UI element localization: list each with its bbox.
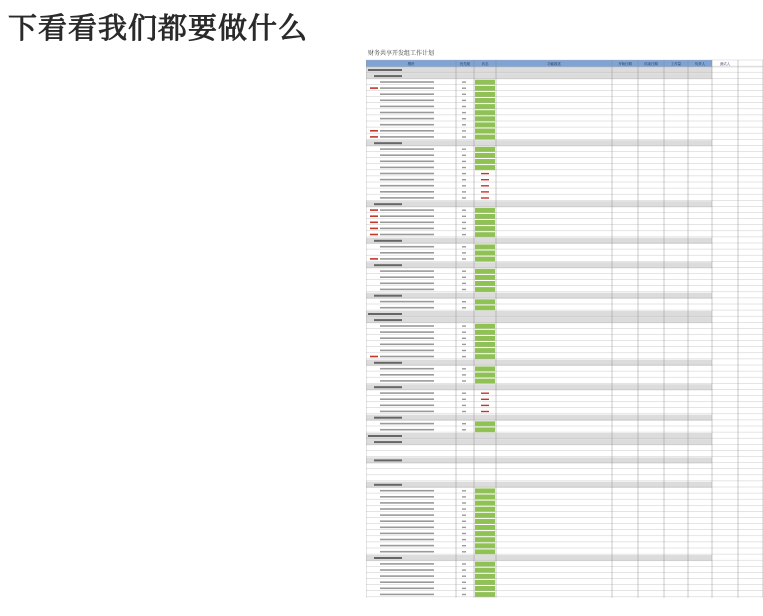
status-cell-done — [475, 122, 495, 127]
header-cell: 优先级 — [459, 62, 471, 67]
priority-mark — [462, 81, 466, 82]
priority-mark — [462, 576, 466, 577]
priority-mark — [462, 521, 466, 522]
item-label-mark — [380, 527, 434, 529]
item-label-mark — [380, 130, 434, 132]
item-label-mark — [380, 502, 434, 504]
flag-mark — [370, 222, 378, 224]
item-label-mark — [380, 325, 434, 327]
status-cell-done — [475, 135, 495, 140]
status-cell-done — [475, 568, 495, 573]
item-label-mark — [380, 191, 434, 193]
status-cell-pending — [481, 411, 489, 412]
spreadsheet-screenshot — [366, 46, 763, 616]
item-label-mark — [380, 344, 434, 346]
item-label-mark — [380, 106, 434, 108]
priority-mark — [462, 191, 466, 192]
flag-mark — [370, 228, 378, 230]
status-cell-done — [475, 305, 495, 310]
item-label-mark — [380, 508, 434, 510]
status-cell-done — [475, 281, 495, 286]
item-label-mark — [380, 179, 434, 181]
item-label-mark — [380, 270, 434, 272]
item-label-mark — [380, 301, 434, 303]
item-label-mark — [380, 197, 434, 199]
status-cell-done — [475, 549, 495, 554]
status-cell-done — [475, 220, 495, 225]
item-label-mark — [380, 374, 434, 376]
header-cell: 开始日期 — [618, 62, 632, 67]
item-label-mark — [380, 563, 434, 565]
item-label-mark — [380, 490, 434, 492]
priority-mark — [462, 179, 466, 180]
priority-mark — [462, 118, 466, 119]
item-label-mark — [380, 167, 434, 169]
priority-mark — [462, 88, 466, 89]
priority-mark — [462, 563, 466, 564]
group-label-mark — [368, 69, 402, 71]
priority-mark — [462, 515, 466, 516]
priority-mark — [462, 307, 466, 308]
priority-mark — [462, 356, 466, 357]
item-label-mark — [380, 581, 434, 583]
status-cell-done — [475, 257, 495, 262]
item-label-mark — [380, 112, 434, 114]
status-cell-done — [475, 299, 495, 304]
priority-mark — [462, 594, 466, 595]
status-cell-done — [475, 287, 495, 292]
priority-mark — [462, 258, 466, 259]
status-cell-done — [475, 275, 495, 280]
item-label-mark — [380, 392, 434, 394]
slide-title: 下看看我们都要做什么 — [8, 11, 309, 45]
priority-mark — [462, 411, 466, 412]
item-label-mark — [380, 337, 434, 339]
priority-mark — [462, 399, 466, 400]
priority-mark — [462, 582, 466, 583]
item-label-mark — [380, 148, 434, 150]
item-label-mark — [380, 356, 434, 358]
priority-mark — [462, 173, 466, 174]
priority-mark — [462, 380, 466, 381]
priority-mark — [462, 588, 466, 589]
item-label-mark — [380, 539, 434, 541]
priority-mark — [462, 545, 466, 546]
priority-mark — [462, 222, 466, 223]
status-cell-done — [475, 330, 495, 335]
status-cell-pending — [481, 405, 489, 406]
status-cell-done — [475, 244, 495, 249]
item-label-mark — [380, 411, 434, 413]
item-label-mark — [380, 289, 434, 291]
group-label-mark — [374, 142, 402, 144]
status-cell-done — [475, 507, 495, 512]
status-cell-done — [475, 80, 495, 85]
group-label-mark — [374, 203, 402, 205]
priority-mark — [462, 496, 466, 497]
status-cell-done — [475, 354, 495, 359]
item-label-mark — [380, 575, 434, 577]
status-cell-done — [475, 519, 495, 524]
priority-mark — [462, 508, 466, 509]
group-label-mark — [374, 295, 402, 297]
status-cell-done — [475, 574, 495, 579]
item-label-mark — [380, 209, 434, 211]
status-cell-done — [475, 214, 495, 219]
flag-mark — [370, 356, 378, 358]
header-cell: 工作量 — [670, 62, 682, 67]
group-label-mark — [374, 441, 402, 443]
priority-mark — [462, 185, 466, 186]
priority-mark — [462, 167, 466, 168]
item-label-mark — [380, 520, 434, 522]
item-label-mark — [380, 185, 434, 187]
priority-mark — [462, 301, 466, 302]
status-cell-done — [475, 543, 495, 548]
flag-mark — [370, 130, 378, 132]
status-cell-done — [475, 366, 495, 371]
item-label-mark — [380, 124, 434, 126]
status-cell-done — [475, 513, 495, 518]
item-label-mark — [380, 380, 434, 382]
group-label-mark — [374, 386, 402, 388]
priority-mark — [462, 569, 466, 570]
status-cell-done — [475, 373, 495, 378]
status-cell-done — [475, 232, 495, 237]
priority-mark — [462, 332, 466, 333]
item-label-mark — [380, 93, 434, 95]
status-cell-done — [475, 421, 495, 426]
status-cell-done — [475, 562, 495, 567]
item-label-mark — [380, 81, 434, 83]
item-label-mark — [380, 551, 434, 553]
priority-mark — [462, 216, 466, 217]
status-cell-done — [475, 147, 495, 152]
priority-mark — [462, 234, 466, 235]
item-label-mark — [380, 307, 434, 309]
header-cell: 模块 — [407, 62, 415, 67]
status-cell-done — [475, 226, 495, 231]
header-cell: 负责人 — [694, 62, 706, 67]
item-label-mark — [380, 161, 434, 163]
priority-mark — [462, 106, 466, 107]
priority-mark — [462, 533, 466, 534]
status-cell-pending — [481, 185, 489, 186]
priority-mark — [462, 155, 466, 156]
priority-mark — [462, 277, 466, 278]
item-label-mark — [380, 136, 434, 138]
flag-mark — [370, 215, 378, 217]
priority-mark — [462, 350, 466, 351]
priority-mark — [462, 112, 466, 113]
status-cell-done — [475, 98, 495, 103]
status-cell-done — [475, 537, 495, 542]
item-label-mark — [380, 215, 434, 217]
status-cell-done — [475, 208, 495, 213]
item-label-mark — [380, 87, 434, 89]
status-cell-done — [475, 348, 495, 353]
status-cell-pending — [481, 173, 489, 174]
item-label-mark — [380, 496, 434, 498]
status-cell-done — [475, 251, 495, 256]
flag-mark — [370, 234, 378, 236]
status-cell-done — [475, 488, 495, 493]
priority-mark — [462, 551, 466, 552]
status-cell-done — [475, 153, 495, 158]
item-label-mark — [380, 350, 434, 352]
priority-mark — [462, 136, 466, 137]
status-cell-done — [475, 525, 495, 530]
priority-mark — [462, 344, 466, 345]
priority-mark — [462, 393, 466, 394]
status-cell-done — [475, 531, 495, 536]
group-label-mark — [374, 319, 402, 321]
group-label-mark — [368, 435, 402, 437]
status-cell-done — [475, 580, 495, 585]
status-cell-done — [475, 116, 495, 121]
item-label-mark — [380, 222, 434, 224]
group-label-mark — [374, 362, 402, 364]
item-label-mark — [380, 118, 434, 120]
sheet-title: 财务共享开发组工作计划 — [368, 50, 435, 57]
item-label-mark — [380, 100, 434, 102]
status-cell-done — [475, 165, 495, 170]
priority-mark — [462, 252, 466, 253]
status-cell-done — [475, 495, 495, 500]
item-label-mark — [380, 368, 434, 370]
item-label-mark — [380, 331, 434, 333]
priority-mark — [462, 210, 466, 211]
item-label-mark — [380, 429, 434, 431]
flag-mark — [370, 87, 378, 89]
item-label-mark — [380, 276, 434, 278]
item-label-mark — [380, 569, 434, 571]
status-cell-done — [475, 592, 495, 597]
status-cell-done — [475, 586, 495, 591]
status-cell-done — [475, 269, 495, 274]
status-cell-done — [475, 92, 495, 97]
status-cell-pending — [481, 399, 489, 400]
status-cell-done — [475, 501, 495, 506]
item-label-mark — [380, 258, 434, 260]
item-label-mark — [380, 533, 434, 535]
item-label-mark — [380, 228, 434, 230]
priority-mark — [462, 130, 466, 131]
status-cell-pending — [481, 197, 489, 198]
status-cell-done — [475, 159, 495, 164]
priority-mark — [462, 325, 466, 326]
priority-mark — [462, 161, 466, 162]
status-cell-done — [475, 110, 495, 115]
item-label-mark — [380, 283, 434, 285]
status-cell-done — [475, 342, 495, 347]
group-label-mark — [374, 75, 402, 77]
group-label-mark — [374, 484, 402, 486]
item-label-mark — [380, 514, 434, 516]
priority-mark — [462, 228, 466, 229]
priority-mark — [462, 338, 466, 339]
priority-mark — [462, 283, 466, 284]
status-cell-pending — [481, 393, 489, 394]
group-label-mark — [374, 417, 402, 419]
item-label-mark — [380, 545, 434, 547]
flag-mark — [370, 258, 378, 260]
spreadsheet-grid — [366, 46, 763, 616]
item-label-mark — [380, 594, 434, 596]
priority-mark — [462, 405, 466, 406]
header-cell: 测试人 — [719, 62, 731, 67]
priority-mark — [462, 100, 466, 101]
item-label-mark — [380, 252, 434, 254]
status-cell-done — [475, 379, 495, 384]
priority-mark — [462, 246, 466, 247]
priority-mark — [462, 374, 466, 375]
status-cell-done — [475, 427, 495, 432]
group-label-mark — [368, 313, 402, 315]
priority-mark — [462, 490, 466, 491]
status-cell-done — [475, 336, 495, 341]
item-label-mark — [380, 588, 434, 590]
priority-mark — [462, 539, 466, 540]
item-label-mark — [380, 398, 434, 400]
item-label-mark — [380, 173, 434, 175]
header-cell: 状态 — [481, 62, 489, 67]
priority-mark — [462, 289, 466, 290]
priority-mark — [462, 124, 466, 125]
priority-mark — [462, 197, 466, 198]
group-label-mark — [374, 264, 402, 266]
priority-mark — [462, 429, 466, 430]
group-label-mark — [374, 557, 402, 559]
item-label-mark — [380, 405, 434, 407]
header-cell: 结束日期 — [644, 62, 658, 67]
status-cell-done — [475, 129, 495, 134]
priority-mark — [462, 94, 466, 95]
flag-mark — [370, 209, 378, 211]
item-label-mark — [380, 423, 434, 425]
item-label-mark — [380, 234, 434, 236]
status-cell-done — [475, 104, 495, 109]
priority-mark — [462, 368, 466, 369]
status-cell-done — [475, 324, 495, 329]
group-label-mark — [374, 459, 402, 461]
priority-mark — [462, 527, 466, 528]
priority-mark — [462, 149, 466, 150]
group-label-mark — [374, 240, 402, 242]
priority-mark — [462, 423, 466, 424]
item-label-mark — [380, 246, 434, 248]
item-label-mark — [380, 154, 434, 156]
header-cell: 功能描述 — [547, 62, 561, 67]
priority-mark — [462, 502, 466, 503]
status-cell-pending — [481, 191, 489, 192]
flag-mark — [370, 136, 378, 138]
priority-mark — [462, 271, 466, 272]
status-cell-pending — [481, 179, 489, 180]
status-cell-done — [475, 86, 495, 91]
